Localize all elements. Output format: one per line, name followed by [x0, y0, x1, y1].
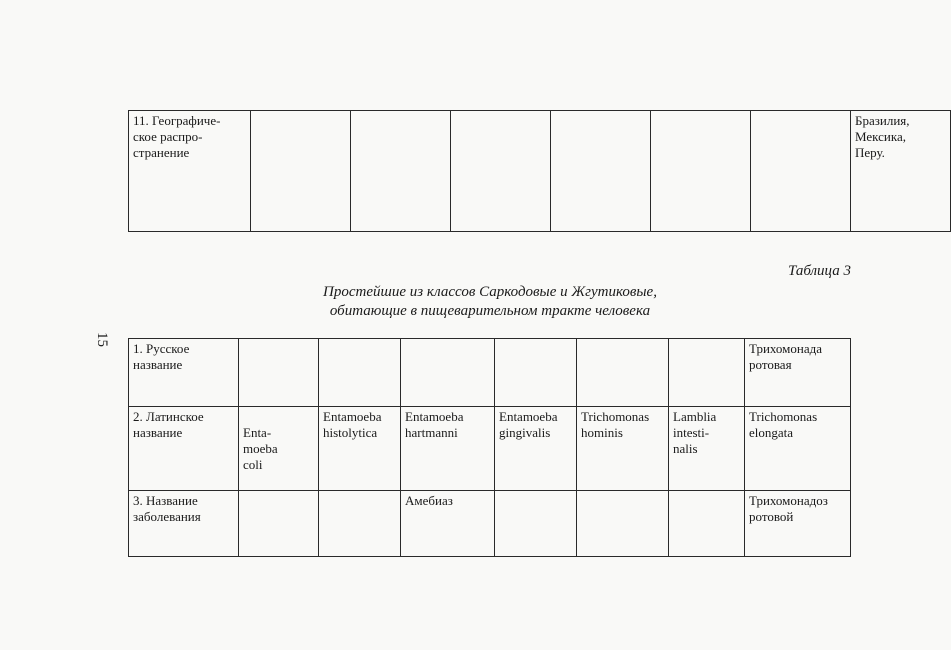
table-cell — [239, 339, 319, 407]
table-row — [129, 339, 851, 407]
table-cell: Trichomonas hominis — [577, 407, 669, 491]
table-title-line-1: Простейшие из классов Саркодовые и Жгутиковые, — [323, 284, 657, 300]
table-cell — [495, 339, 577, 407]
geography-table — [128, 110, 951, 232]
table-cell: Бразилия, Мексика, Перу. — [851, 111, 951, 232]
protozoa-table — [128, 338, 851, 557]
table-row — [129, 111, 951, 232]
table-cell — [577, 339, 669, 407]
table-number: Таблица 3 — [788, 263, 851, 279]
table-cell — [669, 491, 745, 557]
table-cell — [751, 111, 851, 232]
row-label: 1. Русское название — [129, 339, 239, 407]
table-title-line-2: обитающие в пищеварительном тракте человека — [329, 303, 651, 319]
table-cell: Амебиаз — [401, 491, 495, 557]
table-cell: Entamoeba histolytica — [319, 407, 401, 491]
table-cell — [319, 339, 401, 407]
table-cell — [251, 111, 351, 232]
table-cell — [551, 111, 651, 232]
table-cell — [669, 339, 745, 407]
table-cell: Enta- moeba coli — [239, 407, 319, 491]
row-label: 3. Название заболевания — [129, 491, 239, 557]
table-row — [129, 491, 851, 557]
table-row — [129, 407, 851, 491]
table-cell — [239, 491, 319, 557]
table-cell — [651, 111, 751, 232]
row-label: 11. Географиче- ское распро- странение — [129, 111, 251, 232]
table-cell: Entamoeba hartmanni — [401, 407, 495, 491]
table-cell: Трихомонадоз ротовой — [745, 491, 851, 557]
table-cell: Lamblia intesti- nalis — [669, 407, 745, 491]
table-cell — [351, 111, 451, 232]
page-number: 15 — [94, 332, 110, 347]
table-cell — [401, 339, 495, 407]
table-cell — [577, 491, 669, 557]
table-cell — [495, 491, 577, 557]
table-cell — [319, 491, 401, 557]
table-cell: Трихомонада ротовая — [745, 339, 851, 407]
table-cell — [451, 111, 551, 232]
table-cell: Entamoeba gingivalis — [495, 407, 577, 491]
row-label: 2. Латинское название — [129, 407, 239, 491]
table-cell: Trichomonas elongata — [745, 407, 851, 491]
